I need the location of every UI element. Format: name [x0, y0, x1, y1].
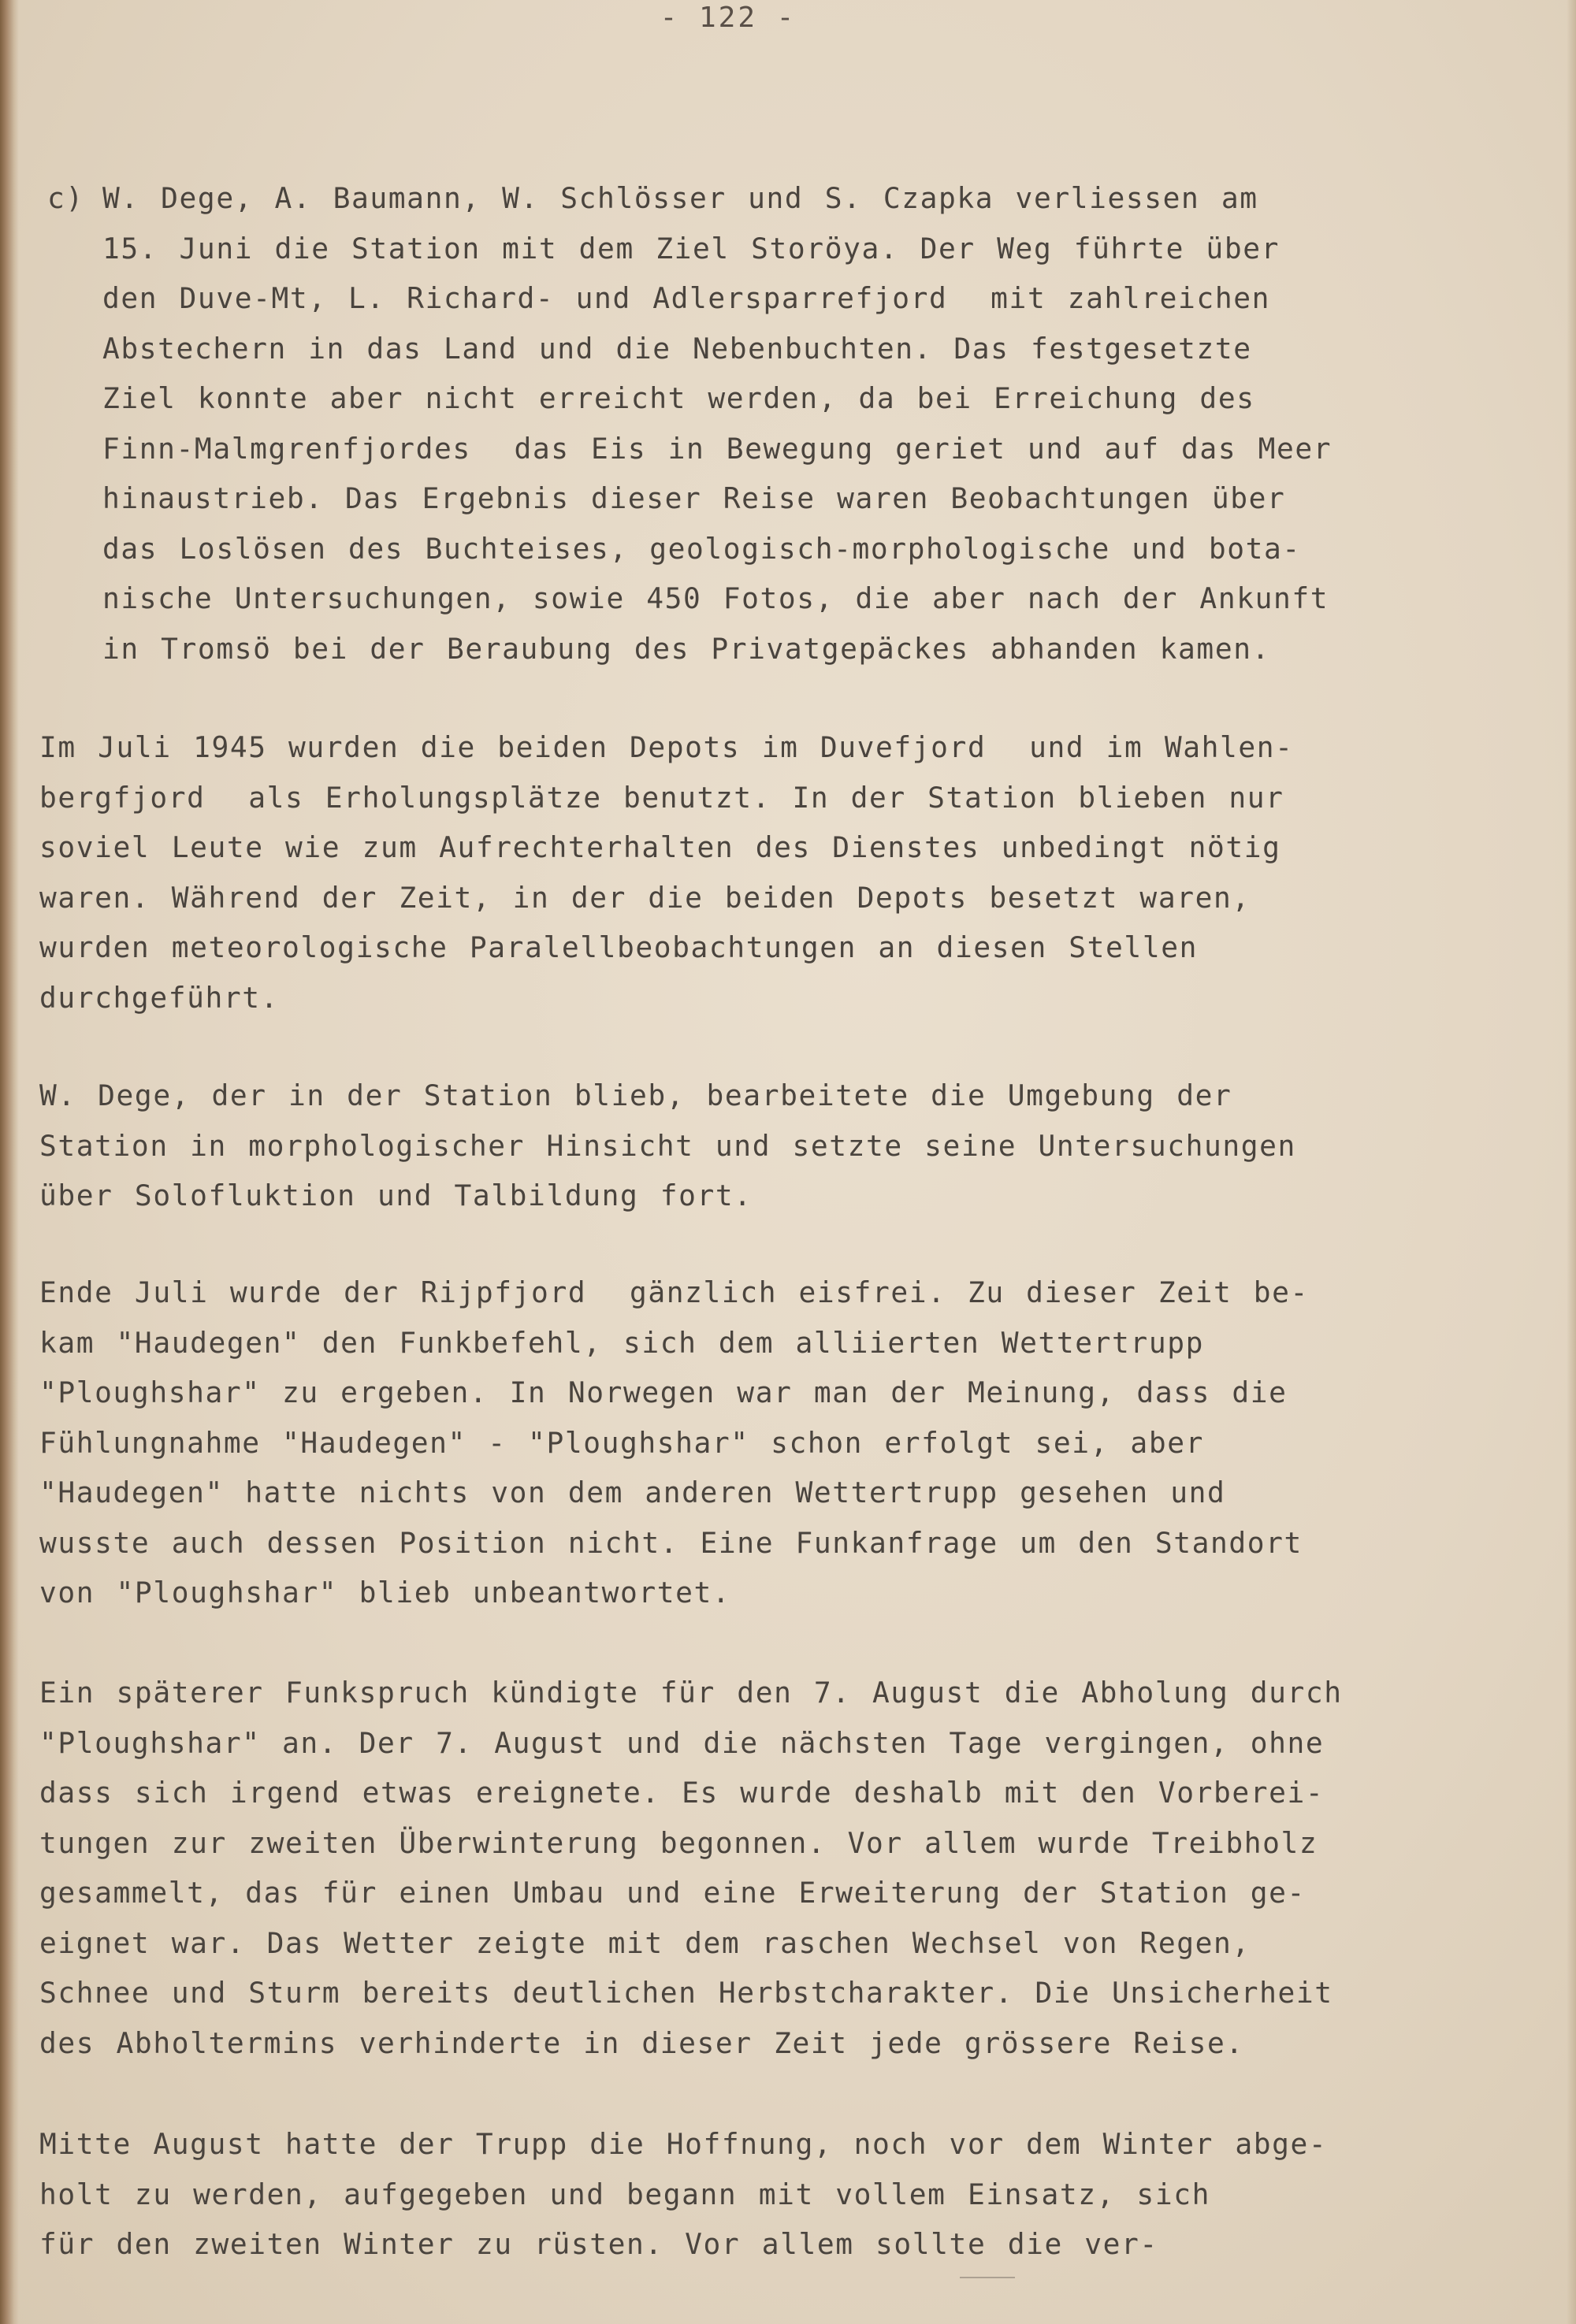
paragraph-end-of-july [39, 1268, 1529, 1618]
text-line: gesammelt, das für einen Umbau und eine Erweiterung der Station ge- [39, 1876, 1306, 1910]
text-line: Ende Juli wurde der Rijpfjord gänzlich eisfrei. Zu dieser Zeit be- [39, 1275, 1309, 1309]
text-line: Finn-Malmgrenfjordes das Eis in Bewegung geriet und auf das Meer [102, 431, 1333, 466]
text-line: bergfjord als Erholungsplätze benutzt. In der Station blieben nur [39, 780, 1284, 815]
page-right-edge [1567, 0, 1576, 2324]
text-line: über Solofluktion und Talbildung fort. [39, 1179, 753, 1212]
page-binding-edge [0, 0, 19, 2324]
page-number: - 122 - [660, 2, 797, 34]
text-line: "Ploughshar" zu ergeben. In Norwegen war man der Meinung, dass die [39, 1375, 1288, 1409]
text-line: Im Juli 1945 wurden die beiden Depots im Duvefjord und im Wahlen- [39, 730, 1294, 764]
text-line: holt zu werden, aufgegeben und begann mit vollem Einsatz, sich [39, 2177, 1210, 2211]
paragraph-radio-message [39, 1668, 1529, 2068]
list-item-c [47, 173, 1529, 674]
paragraph-dege-station [39, 1071, 1529, 1221]
paragraph-mid-august [39, 2119, 1529, 2270]
text-line: kam "Haudegen" den Funkbefehl, sich dem alliierten Wettertrupp [39, 1325, 1204, 1360]
paragraph-july-1945 [39, 722, 1529, 1023]
text-line: tungen zur zweiten Überwinterung begonnen. Vor allem wurde Treibholz [39, 1825, 1318, 1860]
text-line: für den zweiten Winter zu rüsten. Vor allem sollte die ver- [39, 2227, 1158, 2261]
text-line: Ein späterer Funkspruch kündigte für den 7. August die Abholung durch [39, 1676, 1343, 1710]
text-line: nische Untersuchungen, sowie 450 Fotos, die aber nach der Ankunft [102, 581, 1329, 615]
pencil-mark [960, 2277, 1015, 2278]
list-item-marker: c) [47, 181, 84, 215]
text-line: durchgeführt. [39, 980, 280, 1015]
text-line: Mitte August hatte der Trupp die Hoffnung, noch vor dem Winter abge- [39, 2127, 1328, 2161]
list-item-c-body [102, 173, 1529, 674]
text-line: Abstechern in das Land und die Nebenbuchten. Das festgesetzte [102, 331, 1252, 366]
text-line: Schnee und Sturm bereits deutlichen Herbstcharakter. Die Unsicherheit [39, 1976, 1333, 2010]
text-line: dass sich irgend etwas ereignete. Es wurde deshalb mit den Vorberei- [39, 1776, 1325, 1810]
text-line: wurden meteorologische Paralellbeobachtungen an diesen Stellen [39, 930, 1198, 964]
text-line: "Ploughshar" an. Der 7. August und die nächsten Tage vergingen, ohne [39, 1725, 1325, 1760]
text-line: waren. Während der Zeit, in der die beiden Depots besetzt waren, [39, 880, 1251, 915]
text-line: W. Dege, A. Baumann, W. Schlösser und S. Czapka verliessen am [102, 181, 1258, 215]
text-line: soviel Leute wie zum Aufrechterhalten des Dienstes unbedingt nötig [39, 830, 1281, 864]
text-line: den Duve-Mt, L. Richard- und Adlersparrefjord mit zahlreichen [102, 281, 1270, 315]
text-line: des Abholtermins verhinderte in dieser Zeit jede grössere Reise. [39, 2025, 1244, 2060]
text-line: eignet war. Das Wetter zeigte mit dem raschen Wechsel von Regen, [39, 1925, 1251, 1960]
text-line: Ziel konnte aber nicht erreicht werden, da bei Erreichung des [102, 381, 1255, 415]
text-line: das Loslösen des Buchteises, geologisch-morphologische und bota- [102, 531, 1301, 566]
text-line: W. Dege, der in der Station blieb, bearbeitete die Umgebung der [39, 1078, 1232, 1112]
text-line: hinaustrieb. Das Ergebnis dieser Reise waren Beobachtungen über [102, 481, 1286, 515]
text-line: 15. Juni die Station mit dem Ziel Storöya. Der Weg führte über [102, 231, 1280, 265]
text-line: Station in morphologischer Hinsicht und setzte seine Untersuchungen [39, 1128, 1296, 1163]
text-line: in Tromsö bei der Beraubung des Privatgepäckes abhanden kamen. [102, 631, 1270, 666]
text-line: wusste auch dessen Position nicht. Eine Funkanfrage um den Standort [39, 1525, 1303, 1560]
text-line: "Haudegen" hatte nichts von dem anderen Wettertrupp gesehen und [39, 1476, 1226, 1509]
text-line: von "Ploughshar" blieb unbeantwortet. [39, 1576, 731, 1609]
text-line: Fühlungnahme "Haudegen" - "Ploughshar" schon erfolgt sei, aber [39, 1425, 1204, 1460]
